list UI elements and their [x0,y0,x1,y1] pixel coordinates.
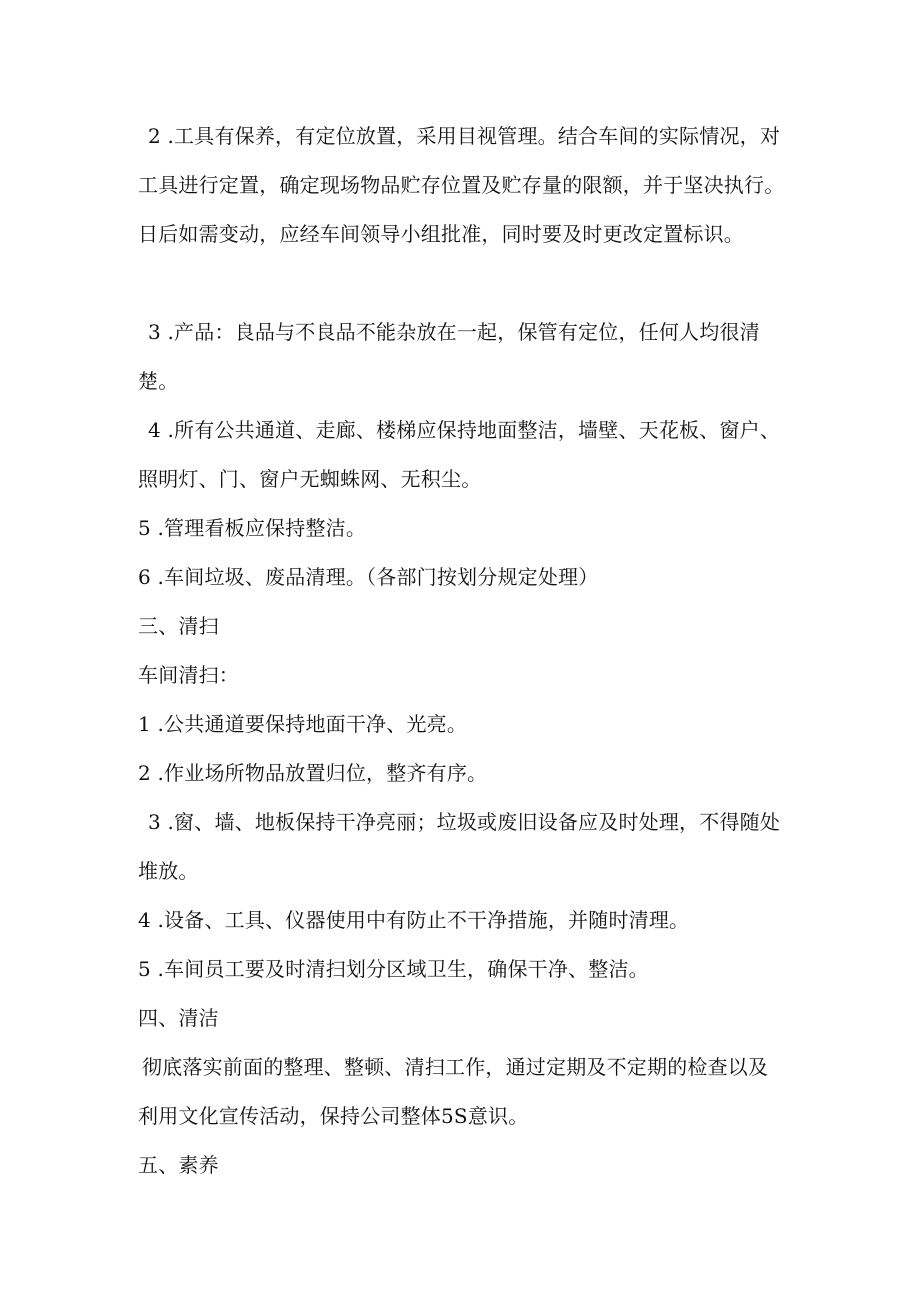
paragraph-windows-walls: 3 .窗、墙、地板保持干净亮丽；垃圾或废旧设备应及时处理，不得随处堆放。 [138,810,781,883]
paragraph-products: 3 .产品：良品与不良品不能杂放在一起，保管有定位，任何人均很清楚。 [138,320,760,393]
paragraph-public-passage: 1 .公共通道要保持地面干净、光亮。 [138,712,468,736]
paragraph-notice-board: 5 .管理看板应保持整洁。 [138,516,367,540]
paragraph-public-areas: 4 .所有公共通道、走廊、楼梯应保持地面整洁，墙壁、天花板、窗户、照明灯、门、窗户无蜘蛛网、无积尘。 [138,418,781,491]
subheading-workshop-cleaning: 车间清扫： [138,663,239,687]
paragraph-staff-cleaning: 5 .车间员工要及时清扫划分区域卫生，确保干净、整洁。 [138,957,649,981]
paragraph-waste-cleanup: 6 .车间垃圾、废品清理。（各部门按划分规定处理） [138,565,599,589]
paragraph-5s-awareness: 彻底落实前面的整理、整顿、清扫工作，通过定期及不定期的检查以及利用文化宣传活动，保持公司整体5S意识。 [138,1055,769,1128]
section-heading-discipline: 五、素养 [138,1153,219,1177]
section-heading-cleaning: 三、清扫 [138,614,219,638]
section-heading-cleanliness: 四、清洁 [138,1006,219,1030]
paragraph-tool-maintenance: 2 .工具有保养，有定位放置，采用目视管理。结合车间的实际情况，对工具进行定置，确定现场物品贮存位置及贮存量的限额，并于坚决执行。日后如需变动，应经车间领导小组批准，同时要及时更改定置标识。 [138,124,785,246]
paragraph-workplace-items: 2 .作业场所物品放置归位，整齐有序。 [138,761,488,785]
paragraph-equipment: 4 .设备、工具、仪器使用中有防止不干净措施，并随时清理。 [138,908,690,932]
